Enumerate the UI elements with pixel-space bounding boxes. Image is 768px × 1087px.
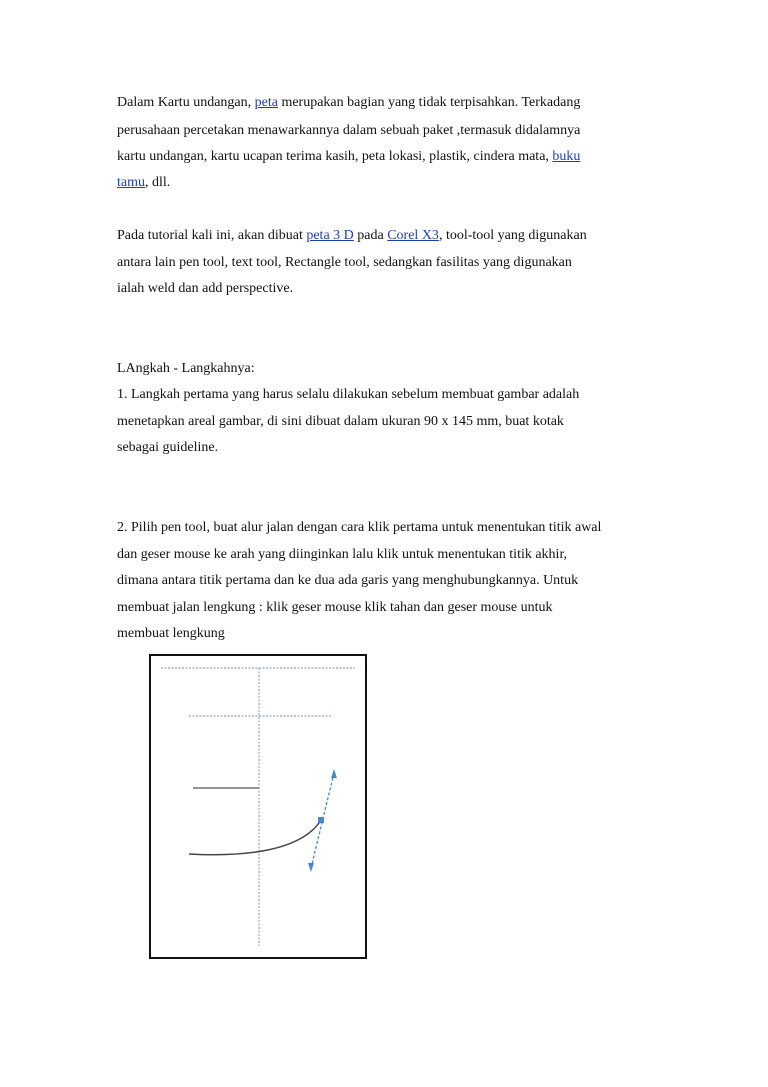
step-2-line-4: membuat jalan lengkung : klik geser mouse klik tahan dan geser mouse untuk [117,600,553,615]
step-1-line-1: 1. Langkah pertama yang harus selalu dilakukan sebelum membuat gambar adalah [117,387,580,402]
link-buku-tamu-part1[interactable]: buku [552,149,581,164]
handle-arrow-up-icon [331,769,337,778]
paragraph-1-line-3 [117,148,580,166]
paragraph-1-line-2: perusahaan percetakan menawarkannya dalam sebuah paket ,termasuk didalamnya [117,123,581,138]
anchor-node [318,817,324,823]
step-2-line-5: membuat lengkung [117,626,225,641]
steps-heading: LAngkah - Langkahnya: [117,361,255,376]
text: , tool-tool yang digunakan [438,228,587,243]
step-2-line-3: dimana antara titik pertama dan ke dua ada garis yang menghubungkannya. Untuk [117,573,579,588]
path-curve [189,820,321,855]
paragraph-2-line-3: ialah weld dan add perspective. [117,281,294,296]
link-peta-3d[interactable]: peta 3 D [306,228,354,243]
pen-tool-illustration [151,656,365,957]
text: Pada tutorial kali ini, akan dibuat [117,228,307,243]
paragraph-2-line-1 [117,227,587,245]
link-corel-x3[interactable]: Corel X3 [387,228,439,243]
text: merupakan bagian yang tidak terpisahkan. Terkadang [277,95,581,110]
handle-arrow-down-icon [308,863,314,872]
text: Dalam Kartu undangan, [117,95,255,110]
step-1-line-3: sebagai guideline. [117,440,219,455]
text: kartu undangan, kartu ucapan terima kasih, peta lokasi, plastik, cindera mata, [117,149,553,164]
paragraph-1-line-4 [117,174,170,192]
paragraph-1-line-1 [117,94,580,112]
step-2-line-1: 2. Pilih pen tool, buat alur jalan dengan cara klik pertama untuk menentukan titik awal [117,520,602,535]
step-2-line-2: dan geser mouse ke arah yang diinginkan lalu klik untuk menentukan titik akhir, [117,547,568,562]
step-1-line-2: menetapkan areal gambar, di sini dibuat dalam ukuran 90 x 145 mm, buat kotak [117,414,564,429]
pen-tool-figure [149,654,367,959]
text: pada [353,228,388,243]
text: , dll. [145,175,171,190]
paragraph-2-line-2: antara lain pen tool, text tool, Rectangle tool, sedangkan fasilitas yang digunakan [117,255,572,270]
link-peta[interactable]: peta [254,95,278,110]
link-buku-tamu-part2[interactable]: tamu [117,175,145,190]
